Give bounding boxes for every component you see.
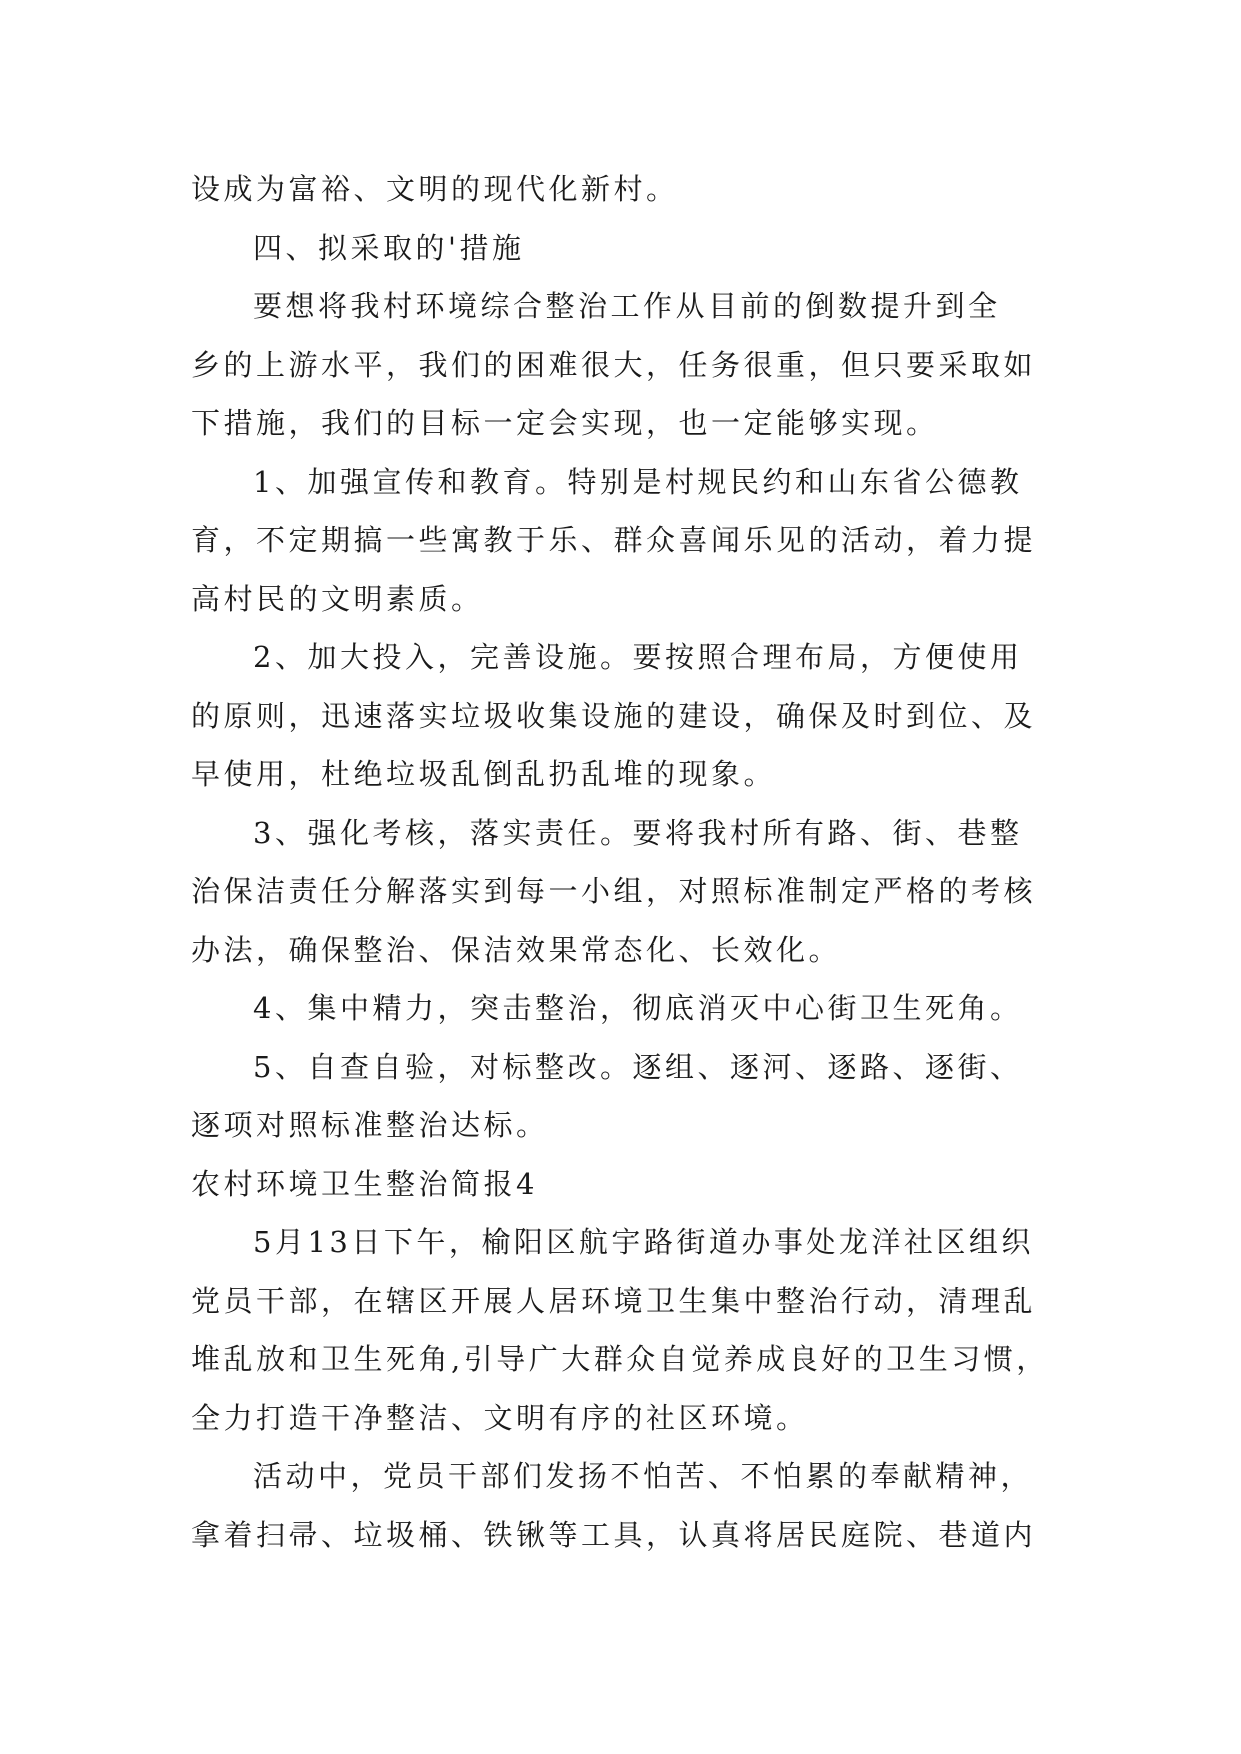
list-item-1 xyxy=(191,453,1063,629)
text-line: 逐项对照标准整治达标。 xyxy=(191,1108,549,1142)
text-line: 设成为富裕、文明的现代化新村。 xyxy=(191,172,679,206)
text-line: 的原则，迅速落实垃圾收集设施的建设，确保及时到位、及 xyxy=(191,698,1037,733)
paragraph-continuation xyxy=(191,160,1063,219)
text-line: 四、拟采取的'措施 xyxy=(253,230,525,265)
text-line: 早使用，杜绝垃圾乱倒乱扔乱堆的现象。 xyxy=(191,757,777,791)
list-item-5 xyxy=(191,1038,1063,1155)
text-line: 治保洁责任分解落实到每一小组，对照标准制定严格的考核 xyxy=(191,874,1037,908)
text-line: 3、强化考核，落实责任。要将我村所有路、街、巷整 xyxy=(253,815,1023,850)
text-line: 活动中，党员干部们发扬不怕苦、不怕累的奉献精神， xyxy=(253,1459,1034,1493)
text-line: 堆乱放和卫生死角,引导广大群众自觉养成良好的卫生习惯， xyxy=(191,1342,1049,1376)
text-line: 1、加强宣传和教育。特别是村规民约和山东省公德教 xyxy=(253,464,1023,499)
text-line: 拿着扫帚、垃圾桶、铁锹等工具，认真将居民庭院、巷道内 xyxy=(191,1517,1037,1552)
paragraph-intro xyxy=(191,277,1063,453)
section-heading xyxy=(191,219,1063,278)
document-body xyxy=(191,160,1063,1564)
text-line: 5月13日下午，榆阳区航宇路街道办事处龙洋社区组织 xyxy=(253,1225,1034,1259)
report-title xyxy=(191,1155,1063,1214)
text-line: 办法，确保整治、保洁效果常态化、长效化。 xyxy=(191,932,842,967)
text-line: 乡的上游水平，我们的困难很大，任务很重，但只要采取如 xyxy=(191,347,1037,382)
list-item-4 xyxy=(191,979,1063,1038)
text-line: 下措施，我们的目标一定会实现，也一定能够实现。 xyxy=(191,406,939,440)
report-paragraph-2 xyxy=(191,1447,1063,1564)
text-line: 高村民的文明素质。 xyxy=(191,581,484,616)
text-line: 2、加大投入，完善设施。要按照合理布局，方便使用 xyxy=(253,640,1023,674)
text-line: 5、自查自验，对标整改。逐组、逐河、逐路、逐街、 xyxy=(253,1049,1023,1084)
text-line: 党员干部，在辖区开展人居环境卫生集中整治行动，清理乱 xyxy=(191,1283,1037,1318)
list-item-2 xyxy=(191,628,1063,804)
report-paragraph-1 xyxy=(191,1213,1063,1447)
text-line: 要想将我村环境综合整治工作从目前的倒数提升到全 xyxy=(253,289,1001,323)
text-line: 育，不定期搞一些寓教于乐、群众喜闻乐见的活动，着力提 xyxy=(191,523,1037,557)
text-line: 全力打造干净整洁、文明有序的社区环境。 xyxy=(191,1400,809,1435)
list-item-3 xyxy=(191,804,1063,980)
text-line: 4、集中精力，突击整治，彻底消灭中心街卫生死角。 xyxy=(253,991,1023,1025)
text-line: 农村环境卫生整治简报4 xyxy=(191,1166,538,1201)
